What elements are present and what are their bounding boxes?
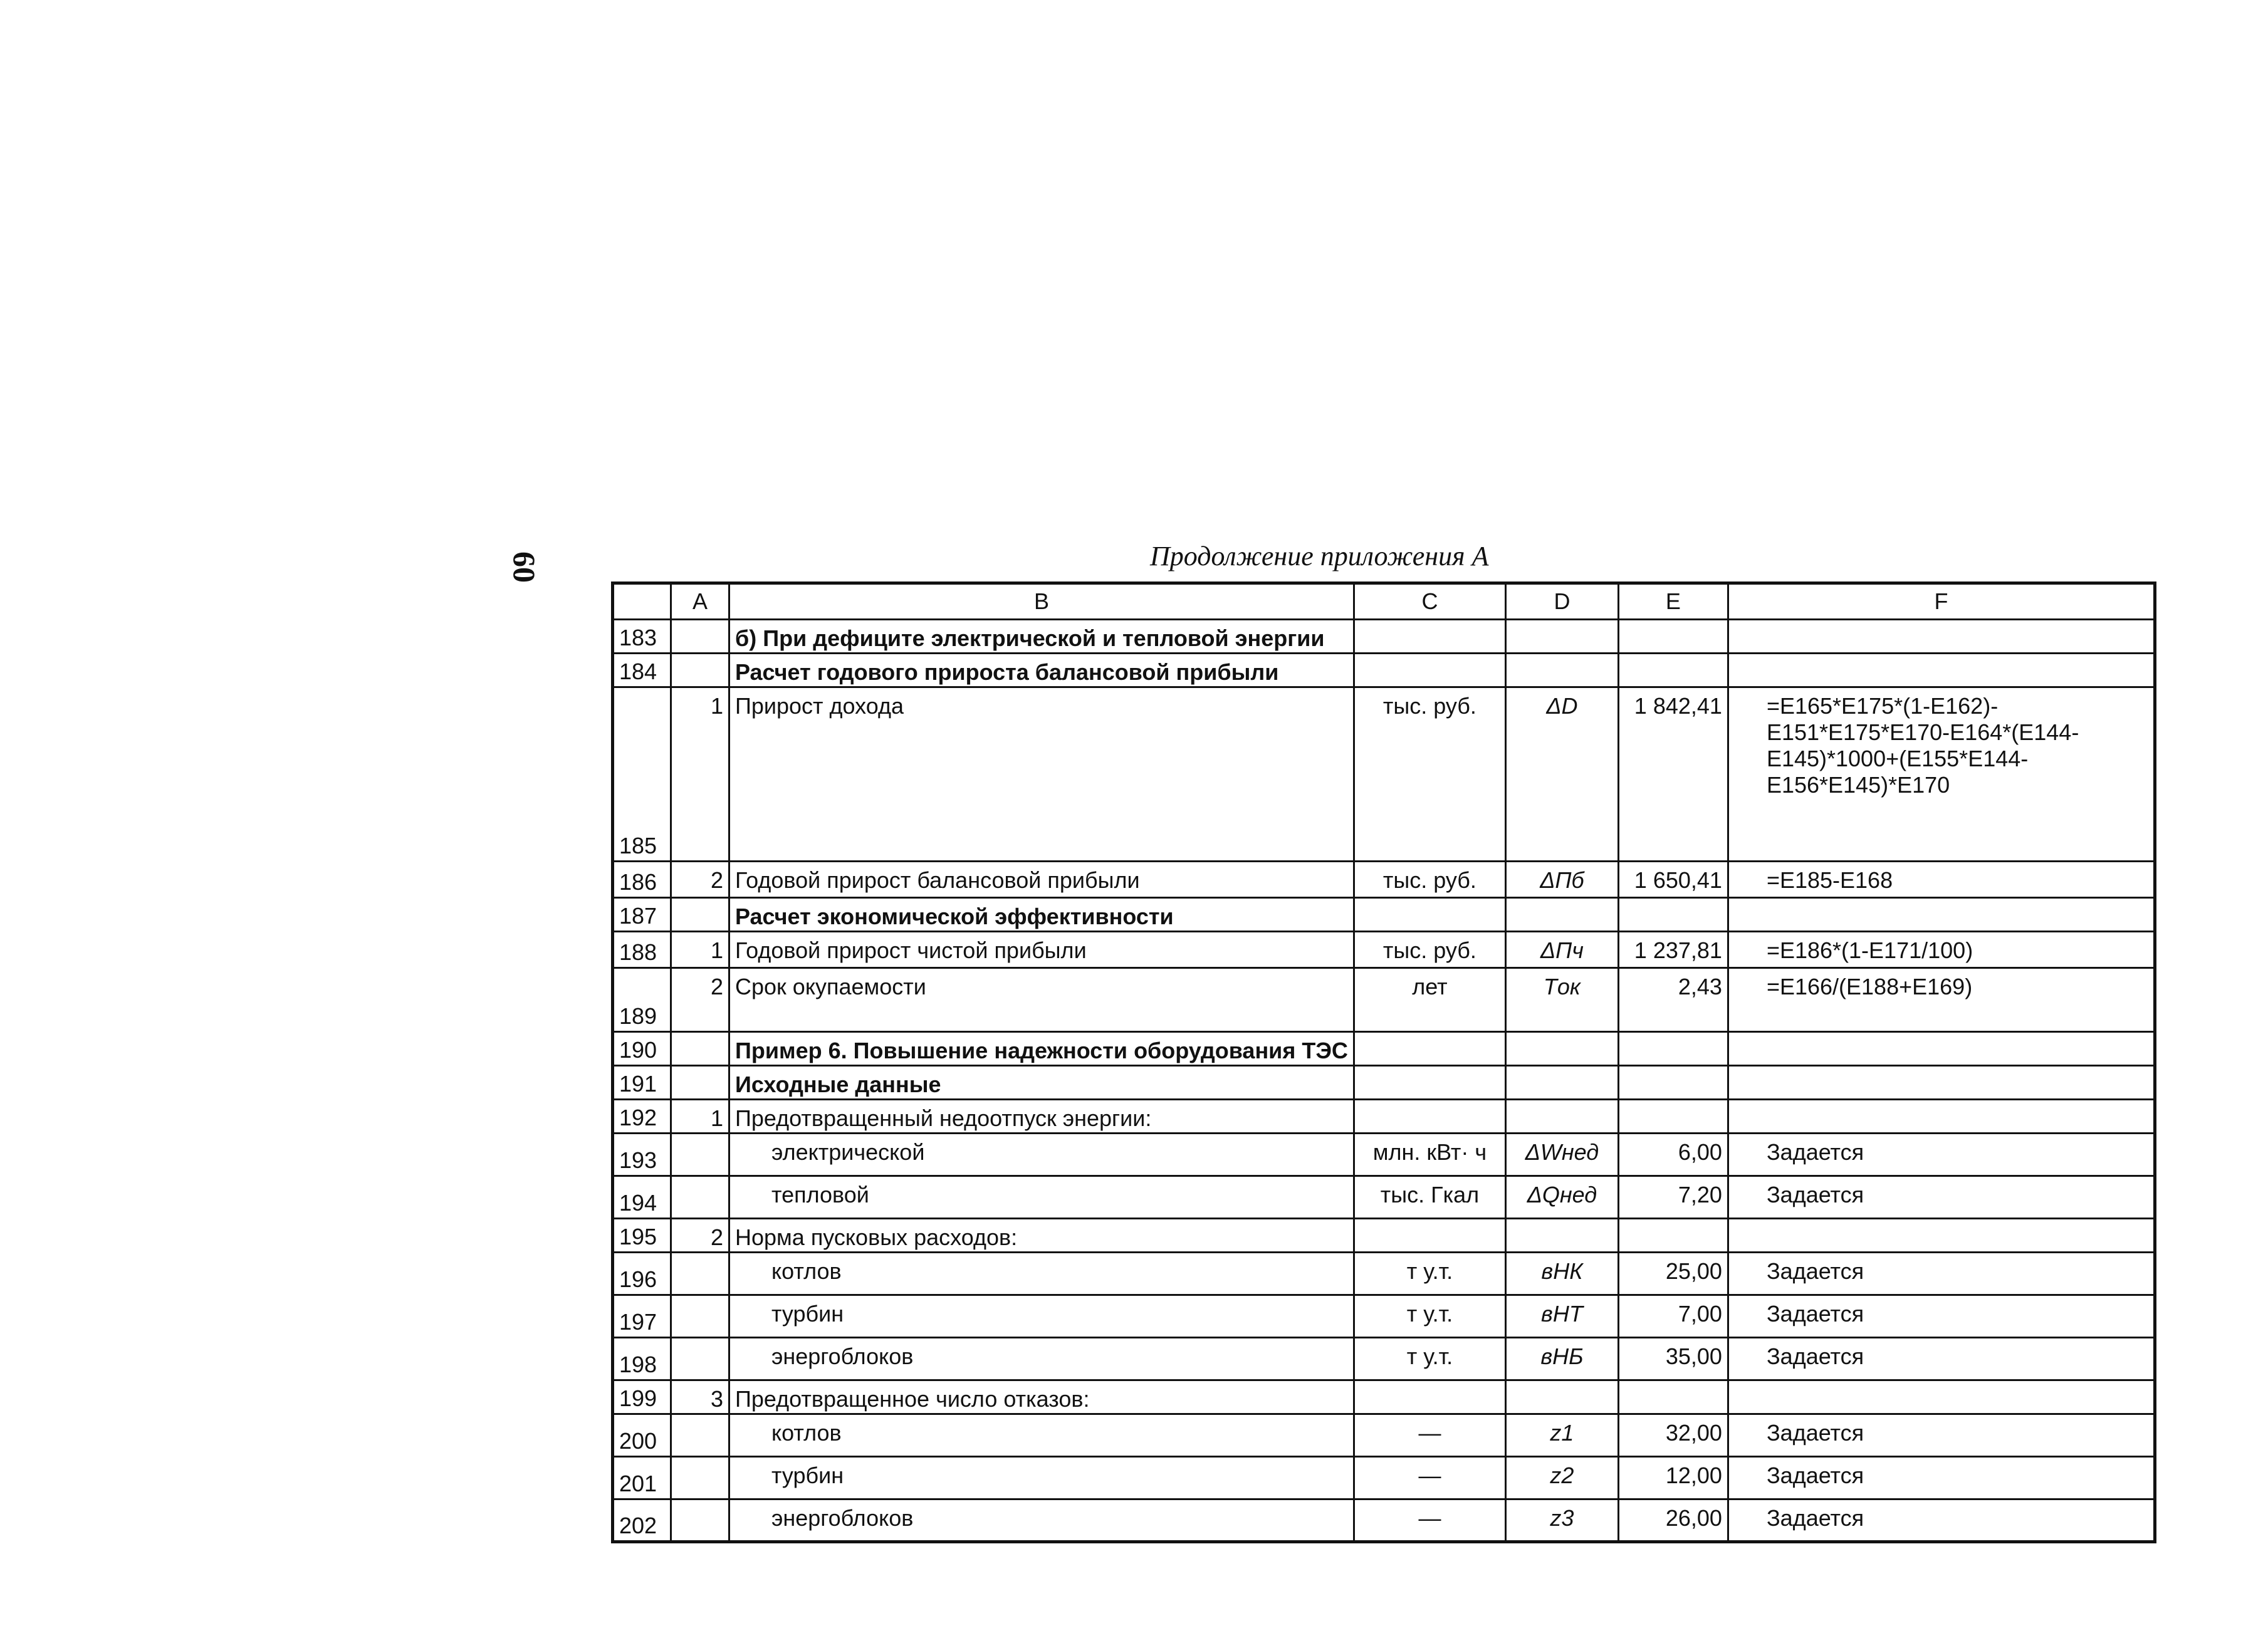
cell-b: тепловой: [729, 1176, 1354, 1219]
cell-d: ΔWнед: [1505, 1134, 1618, 1176]
cell-a: [671, 654, 729, 687]
cell-e: 7,20: [1618, 1176, 1728, 1219]
cell-a: [671, 1066, 729, 1100]
cell-b: турбин: [729, 1295, 1354, 1338]
row-number: 189: [613, 968, 671, 1032]
cell-e: 6,00: [1618, 1134, 1728, 1176]
cell-d: ΔD: [1505, 687, 1618, 862]
table-row: [613, 1338, 2155, 1380]
cell-f: [1728, 1032, 2155, 1066]
column-header-row: [613, 583, 2155, 620]
cell-f: [1728, 1066, 2155, 1100]
cell-c: т у.т.: [1354, 1253, 1505, 1295]
cell-d: ΔПб: [1505, 862, 1618, 898]
cell-d: [1505, 1100, 1618, 1134]
cell-e: 26,00: [1618, 1499, 1728, 1542]
cell-c: —: [1354, 1414, 1505, 1457]
cell-a: 1: [671, 687, 729, 862]
table-body: [613, 620, 2155, 1542]
cell-a: 1: [671, 1100, 729, 1134]
cell-c: —: [1354, 1499, 1505, 1542]
table-row: [613, 620, 2155, 654]
table-row: [613, 862, 2155, 898]
table-row: [613, 1100, 2155, 1134]
row-number: 198: [613, 1338, 671, 1380]
cell-a: 2: [671, 1219, 729, 1253]
cell-e: [1618, 654, 1728, 687]
cell-a: 2: [671, 862, 729, 898]
cell-c: [1354, 654, 1505, 687]
cell-f: [1728, 1219, 2155, 1253]
cell-f: [1728, 654, 2155, 687]
cell-f: =E165*E175*(1-E162)- E151*E175*E170-E164*(E144- E145)*1000+(E155*E144- E156*E145)*E170: [1728, 687, 2155, 862]
cell-c: [1354, 1100, 1505, 1134]
row-number: 186: [613, 862, 671, 898]
cell-a: [671, 1134, 729, 1176]
cell-f: Задается: [1728, 1253, 2155, 1295]
table-row: [613, 1380, 2155, 1414]
cell-f: =E185-E168: [1728, 862, 2155, 898]
cell-e: [1618, 898, 1728, 932]
cell-c: [1354, 898, 1505, 932]
cell-b: Предотвращенное число отказов:: [729, 1380, 1354, 1414]
cell-b: Расчет экономической эффективности: [729, 898, 1354, 932]
cell-b: турбин: [729, 1457, 1354, 1499]
cell-c: млн. кВт· ч: [1354, 1134, 1505, 1176]
cell-b: Годовой прирост чистой прибыли: [729, 932, 1354, 968]
table-row: [613, 1457, 2155, 1499]
row-number: 202: [613, 1499, 671, 1542]
column-header-b: B: [729, 583, 1354, 620]
page-number: 60: [507, 551, 542, 583]
cell-c: т у.т.: [1354, 1338, 1505, 1380]
cell-d: z2: [1505, 1457, 1618, 1499]
table-row: [613, 1414, 2155, 1457]
cell-e: 7,00: [1618, 1295, 1728, 1338]
table-row: [613, 1295, 2155, 1338]
cell-a: [671, 898, 729, 932]
cell-c: лет: [1354, 968, 1505, 1032]
cell-b: Пример 6. Повышение надежности оборудования ТЭС: [729, 1032, 1354, 1066]
cell-f: Задается: [1728, 1457, 2155, 1499]
row-number: 194: [613, 1176, 671, 1219]
cell-b: Расчет годового прироста балансовой прибыли: [729, 654, 1354, 687]
table-row: [613, 968, 2155, 1032]
row-number: 201: [613, 1457, 671, 1499]
row-number: 192: [613, 1100, 671, 1134]
cell-b: Прирост дохода: [729, 687, 1354, 862]
cell-e: 25,00: [1618, 1253, 1728, 1295]
cell-c: тыс. руб.: [1354, 687, 1505, 862]
cell-a: [671, 1338, 729, 1380]
cell-f: =E166/(E188+E169): [1728, 968, 2155, 1032]
table-row: [613, 1032, 2155, 1066]
cell-f: Задается: [1728, 1338, 2155, 1380]
cell-d: [1505, 898, 1618, 932]
cell-c: тыс. Гкал: [1354, 1176, 1505, 1219]
table-row: [613, 1219, 2155, 1253]
cell-f: [1728, 1380, 2155, 1414]
column-header-e: E: [1618, 583, 1728, 620]
table-row: [613, 687, 2155, 862]
cell-a: [671, 1176, 729, 1219]
row-number: 197: [613, 1295, 671, 1338]
table-row: [613, 932, 2155, 968]
cell-b: Срок окупаемости: [729, 968, 1354, 1032]
table-row: [613, 1066, 2155, 1100]
cell-d: [1505, 1380, 1618, 1414]
table-row: [613, 1499, 2155, 1542]
cell-d: [1505, 1219, 1618, 1253]
cell-d: ΔQнед: [1505, 1176, 1618, 1219]
cell-d: [1505, 1032, 1618, 1066]
cell-b: электрической: [729, 1134, 1354, 1176]
cell-a: [671, 1295, 729, 1338]
cell-d: [1505, 620, 1618, 654]
table-caption: Продолжение приложения А: [1150, 541, 1489, 571]
cell-e: [1618, 1100, 1728, 1134]
cell-e: 1 237,81: [1618, 932, 1728, 968]
cell-a: 3: [671, 1380, 729, 1414]
cell-d: [1505, 654, 1618, 687]
cell-e: 35,00: [1618, 1338, 1728, 1380]
row-number: 185: [613, 687, 671, 862]
cell-c: [1354, 1032, 1505, 1066]
cell-f: [1728, 898, 2155, 932]
cell-a: 1: [671, 932, 729, 968]
column-header-a: A: [671, 583, 729, 620]
cell-c: [1354, 1219, 1505, 1253]
row-number: 200: [613, 1414, 671, 1457]
column-header-d: D: [1505, 583, 1618, 620]
cell-b: Предотвращенный недоотпуск энергии:: [729, 1100, 1354, 1134]
cell-e: [1618, 620, 1728, 654]
row-number: 187: [613, 898, 671, 932]
cell-e: 32,00: [1618, 1414, 1728, 1457]
cell-c: тыс. руб.: [1354, 932, 1505, 968]
cell-b: котлов: [729, 1253, 1354, 1295]
cell-c: т у.т.: [1354, 1295, 1505, 1338]
column-header-f: F: [1728, 583, 2155, 620]
cell-e: 1 650,41: [1618, 862, 1728, 898]
cell-d: Tок: [1505, 968, 1618, 1032]
cell-d: ΔПч: [1505, 932, 1618, 968]
cell-f: [1728, 1100, 2155, 1134]
cell-a: [671, 1457, 729, 1499]
cell-c: [1354, 620, 1505, 654]
row-number: 193: [613, 1134, 671, 1176]
cell-a: [671, 1032, 729, 1066]
cell-d: вНТ: [1505, 1295, 1618, 1338]
cell-a: 2: [671, 968, 729, 1032]
cell-c: тыс. руб.: [1354, 862, 1505, 898]
cell-e: [1618, 1066, 1728, 1100]
cell-a: [671, 1253, 729, 1295]
cell-b: б) При дефиците электрической и тепловой энергии: [729, 620, 1354, 654]
cell-c: [1354, 1380, 1505, 1414]
table-row: [613, 654, 2155, 687]
cell-d: z1: [1505, 1414, 1618, 1457]
cell-d: вНК: [1505, 1253, 1618, 1295]
cell-b: энергоблоков: [729, 1499, 1354, 1542]
cell-b: Исходные данные: [729, 1066, 1354, 1100]
row-number: 196: [613, 1253, 671, 1295]
cell-a: [671, 1414, 729, 1457]
cell-e: 2,43: [1618, 968, 1728, 1032]
cell-b: котлов: [729, 1414, 1354, 1457]
cell-c: [1354, 1066, 1505, 1100]
cell-d: [1505, 1066, 1618, 1100]
table-row: [613, 898, 2155, 932]
cell-e: 1 842,41: [1618, 687, 1728, 862]
cell-c: —: [1354, 1457, 1505, 1499]
spreadsheet-table: [611, 581, 2156, 1543]
cell-f: =E186*(1-E171/100): [1728, 932, 2155, 968]
cell-f: Задается: [1728, 1499, 2155, 1542]
cell-f: Задается: [1728, 1295, 2155, 1338]
cell-a: [671, 1499, 729, 1542]
cell-e: 12,00: [1618, 1457, 1728, 1499]
cell-e: [1618, 1219, 1728, 1253]
row-number: 199: [613, 1380, 671, 1414]
cell-b: Годовой прирост балансовой прибыли: [729, 862, 1354, 898]
table-row: [613, 1134, 2155, 1176]
cell-f: [1728, 620, 2155, 654]
column-header-c: C: [1354, 583, 1505, 620]
table-row: [613, 1253, 2155, 1295]
cell-a: [671, 620, 729, 654]
cell-f: Задается: [1728, 1176, 2155, 1219]
cell-d: z3: [1505, 1499, 1618, 1542]
cell-b: Норма пусковых расходов:: [729, 1219, 1354, 1253]
table-row: [613, 1176, 2155, 1219]
cell-d: вНБ: [1505, 1338, 1618, 1380]
cell-f: Задается: [1728, 1134, 2155, 1176]
cell-b: энергоблоков: [729, 1338, 1354, 1380]
row-number: 184: [613, 654, 671, 687]
row-number: 195: [613, 1219, 671, 1253]
row-number: 190: [613, 1032, 671, 1066]
row-number: 191: [613, 1066, 671, 1100]
row-number: 183: [613, 620, 671, 654]
corner-header: [613, 583, 671, 620]
cell-f: Задается: [1728, 1414, 2155, 1457]
row-number: 188: [613, 932, 671, 968]
cell-e: [1618, 1032, 1728, 1066]
cell-e: [1618, 1380, 1728, 1414]
